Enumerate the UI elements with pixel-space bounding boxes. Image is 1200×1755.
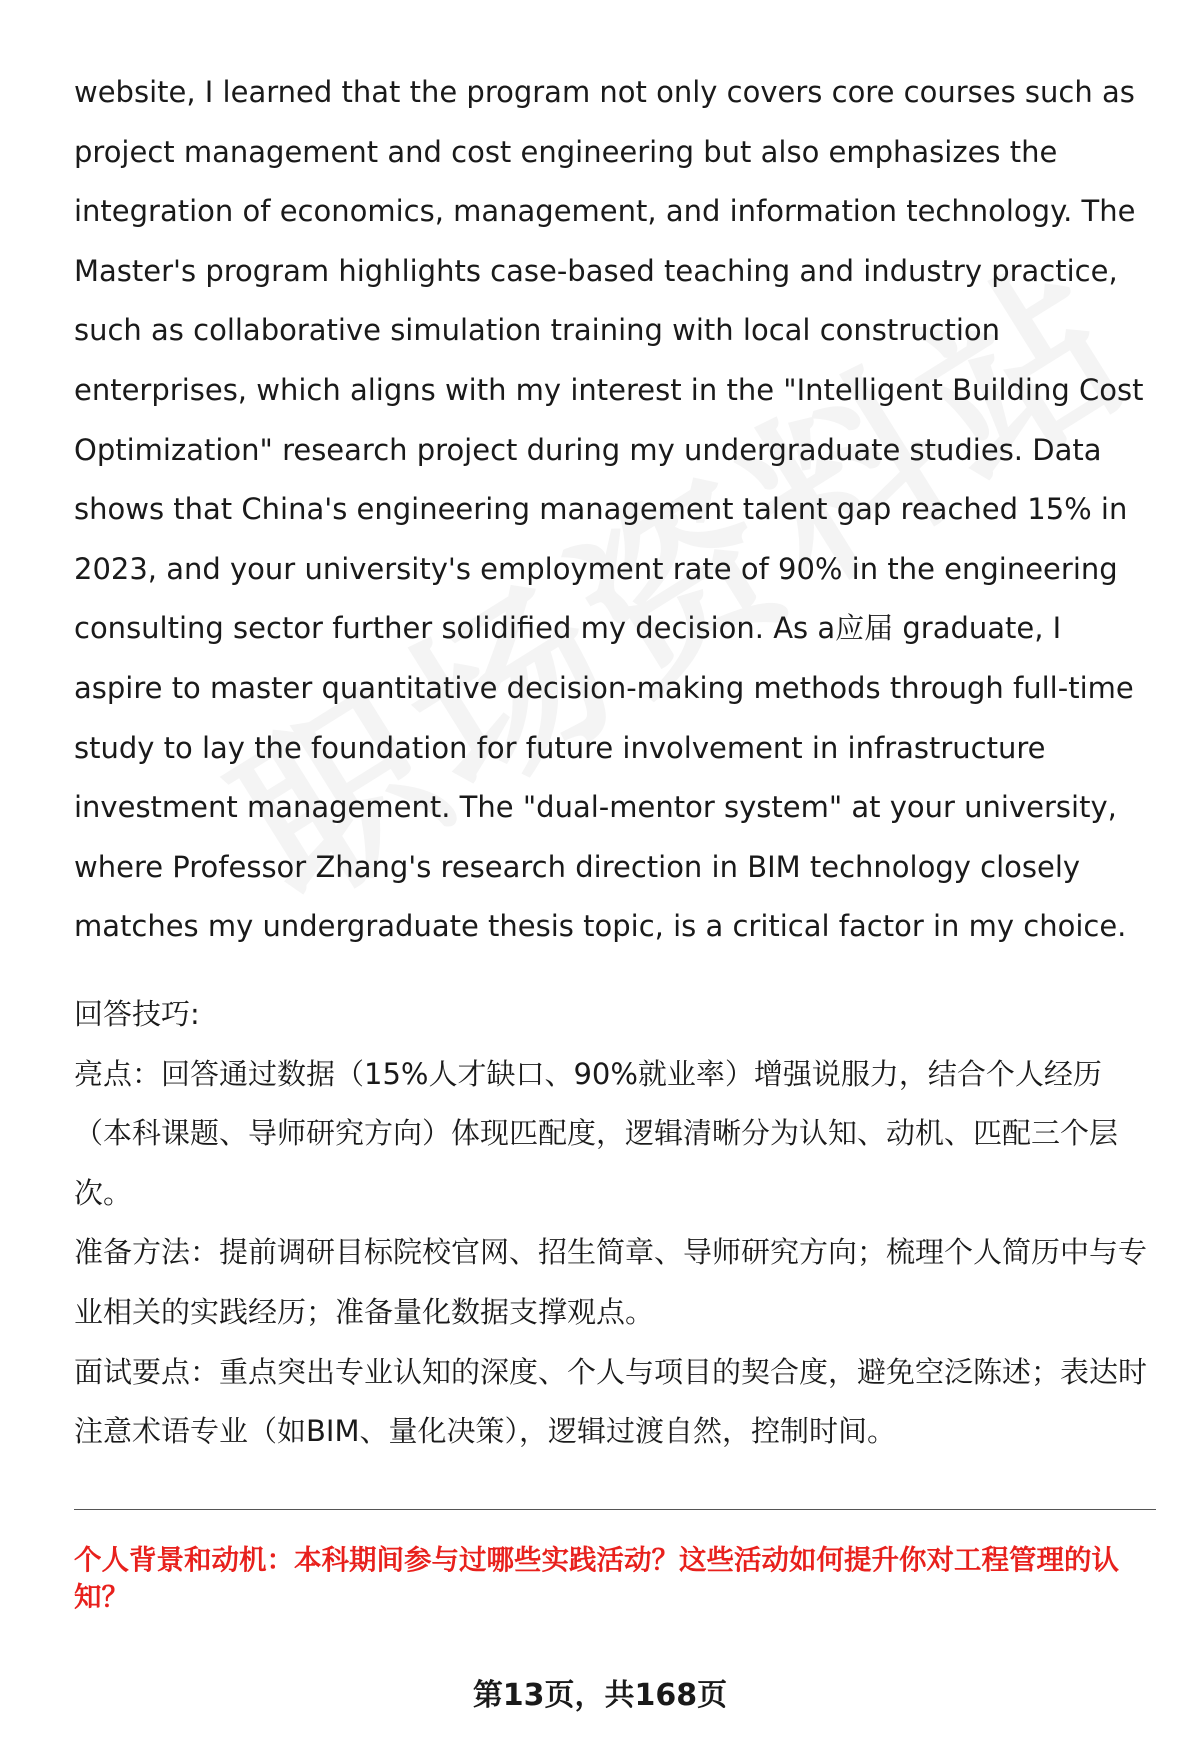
tips-preparation: 准备方法：提前调研目标院校官网、招生简章、导师研究方向；梳理个人简历中与专业相关的实践经历；准备量化数据支撑观点。 bbox=[74, 1235, 1148, 1329]
tips-highlights: 亮点：回答通过数据（15%人才缺口、90%就业率）增强说服力，结合个人经历（本科课题、导师研究方向）体现匹配度，逻辑清晰分为认知、动机、匹配三个层次。 bbox=[74, 1056, 1119, 1210]
tips-key-points: 面试要点：重点突出专业认知的深度、个人与项目的契合度，避免空泛陈述；表达时注意术语专业（如BIM、量化决策），逻辑过渡自然，控制时间。 bbox=[74, 1354, 1148, 1449]
page-number: 第13页，共168页 bbox=[472, 1678, 728, 1713]
section-divider bbox=[74, 1509, 1156, 1510]
answer-tips-section bbox=[74, 985, 1154, 1462]
answer-paragraph: website, I learned that the program not only covers core courses such as project management and cost engineering but also emphasizes the integration of economics, management, and information technology. The Master's program highlights case-based teaching and industry practice, such as collaborative simulation training with local construction enterprises, which aligns with my interest in the "Intelligent Building Cost Optimization" research project during my undergraduate studies. Data shows that China's engineering management talent gap reached 15% in 2023, and your university's employment rate of 90% in the engineering consulting sector further solidified my decision. As a应届 graduate, I aspire to master quantitative decision-making methods through full-time study to lay the foundation for future involvement in infrastructure investment management. The "dual-mentor system" at your university, where Professor Zhang's research direction in BIM technology closely matches my undergraduate thesis topic, is a critical factor in my choice. bbox=[74, 75, 1144, 944]
tips-heading: 回答技巧: bbox=[74, 997, 200, 1031]
next-question-heading: 个人背景和动机：本科期间参与过哪些实践活动？这些活动如何提升你对工程管理的认知？ bbox=[74, 1544, 1119, 1613]
